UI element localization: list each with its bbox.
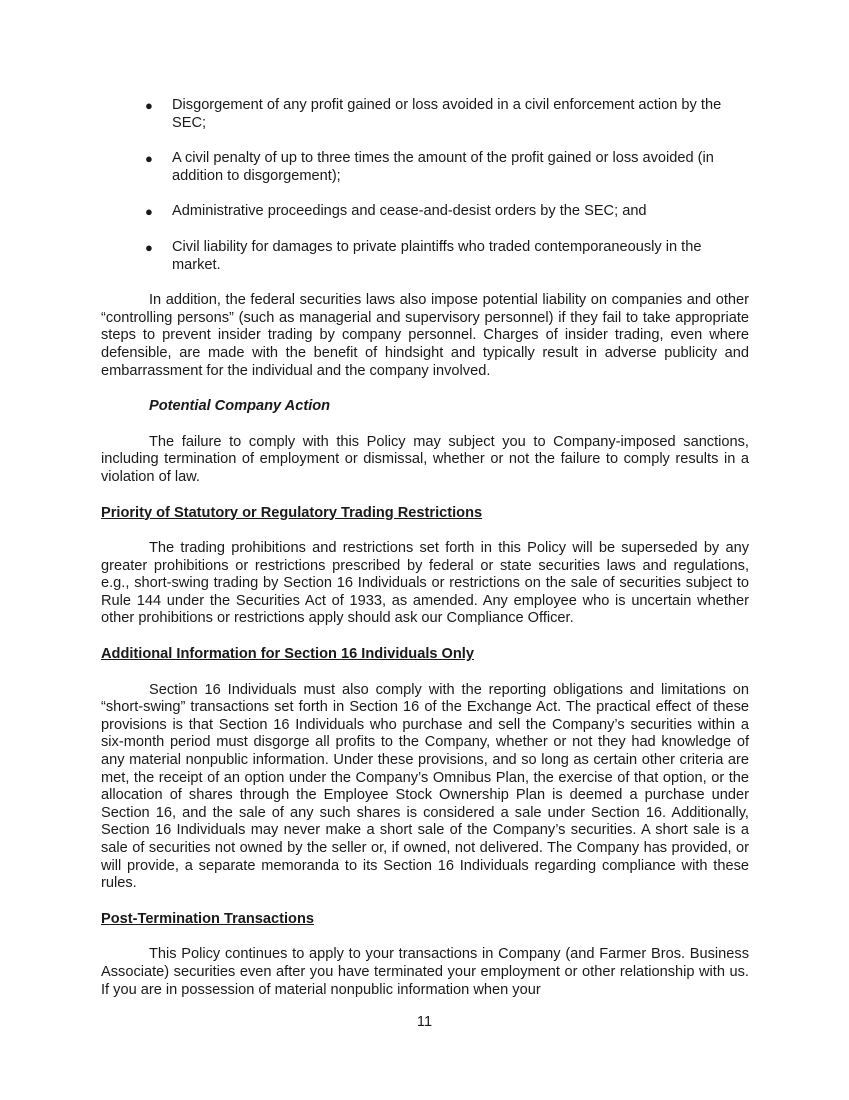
company-action-subheading: Potential Company Action <box>149 398 331 415</box>
section16-heading: Additional Information for Section 16 Individuals Only <box>101 646 474 663</box>
page-content <box>101 97 749 1017</box>
penalties-list <box>101 97 749 274</box>
list-item: ● A civil penalty of up to three times the amount of the profit gained or loss avoided (in addition to disgorgement); <box>145 150 714 184</box>
company-action-paragraph: The failure to comply with this Policy may subject you to Company-imposed sanctions, including termination of employment or dismissal, whether or not the failure to comply results in a violation of law. <box>101 433 749 485</box>
priority-heading: Priority of Statutory or Regulatory Trading Restrictions <box>101 504 483 521</box>
bullet-icon: ● <box>145 239 153 255</box>
bullet-icon: ● <box>145 98 153 113</box>
post-termination-heading: Post-Termination Transactions <box>101 910 314 927</box>
bullet-icon: ● <box>145 151 153 167</box>
bullet-icon: ● <box>145 204 153 220</box>
list-item: ● Administrative proceedings and cease-and-desist orders by the SEC; and <box>145 203 647 220</box>
list-item: ● Disgorgement of any profit gained or loss avoided in a civil enforcement action by the SEC; <box>145 97 722 131</box>
priority-paragraph: The trading prohibitions and restrictions set forth in this Policy will be superseded by any greater prohibitions or restrictions prescribed by federal or state securities laws and regulations, e.g., short-swing trading by Section 16 Individuals or restrictions on the sale of securities subject to Rule 144 under the Securities Act of 1933, as amended. Any employee who is uncertain whether other prohibitions or restrictions apply should ask our Compliance Officer. <box>101 540 749 627</box>
page-number: 11 <box>416 1014 433 1030</box>
list-item: ● Civil liability for damages to private plaintiffs who traded contemporaneously in the market. <box>145 238 702 273</box>
section16-paragraph: Section 16 Individuals must also comply with the reporting obligations and limitations on “short-swing” transactions set forth in Section 16 of the Exchange Act. The practical effect of these provisions is that Section 16 Individuals who purchase and sell the Company’s securities within a six-month period must disgorge all profits to the Company, whether or not they had knowledge of any material nonpublic information. Under these provisions, and so long as certain other criteria are met, the receipt of an option under the Company’s Omnibus Plan, the exercise of that option, or the allocation of shares through the Employee Stock Ownership Plan is deemed a purchase under Section 16, and the sale of any such shares is considered a sale under Section 16. Additionally, Section 16 Individuals may never make a short sale of the Company’s securities. A short sale is a sale of securities not owned by the seller or, if owned, not delivered. The Company has provided, or will provide, a separate memoranda to its Section 16 Individuals regarding compliance with these rules. <box>101 681 749 892</box>
liability-paragraph: In addition, the federal securities laws also impose potential liability on companies and other “controlling persons” (such as managerial and supervisory personnel) if they fail to take appropriate steps to prevent insider trading by company personnel. Charges of insider trading, even where defensible, are made with the benefit of hindsight and typically result in adverse publicity and embarrassment for the individual and the company involved. <box>101 292 749 379</box>
post-termination-paragraph: This Policy continues to apply to your transactions in Company (and Farmer Bros. Business Associate) securities even after you have terminated your employment or other relationship with us. If you are in possession of material nonpublic information when your <box>101 946 749 998</box>
